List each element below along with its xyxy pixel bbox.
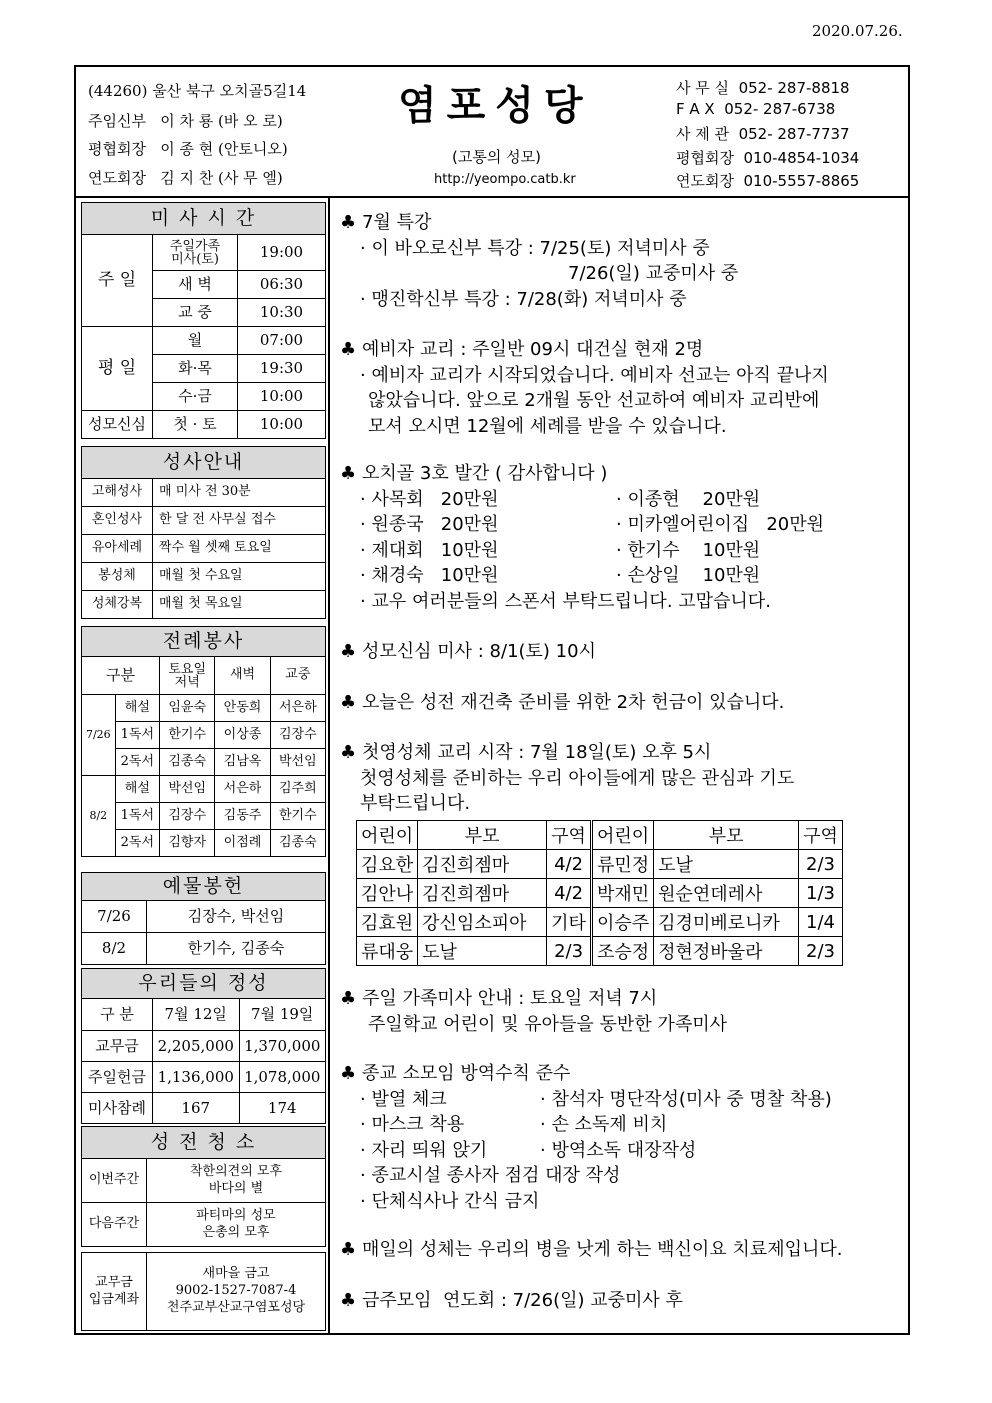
club-bullet-icon: ♣ [340,742,357,763]
notice-title: 성모신심 미사 : 8/1(토) 10시 [362,641,596,662]
contrib-header: 7월 12일 [153,999,240,1031]
kids-header: 구역 [799,821,843,850]
cleaning-label: 다음주간 [82,1203,147,1247]
bulletin-date: 2020.07.26. [812,22,903,40]
sacrament-label: 유아세례 [82,535,153,563]
cleaning-table [81,1126,326,1247]
notice-weekly-meeting [340,1288,900,1314]
doyeon-row [88,167,283,188]
kids-cell: 4/2 [547,879,592,908]
liturgy-cell: 박선임 [270,749,325,776]
kids-cell: 기타 [547,908,592,937]
contact-label: 연도회장 [676,172,734,190]
notice-catechumen [340,337,900,439]
contrib-value: 1,078,000 [239,1062,326,1093]
contrib-value: 174 [239,1093,326,1124]
kids-cell: 2/3 [799,850,843,879]
contact-office [676,77,850,98]
liturgy-cell: 서은하 [270,695,325,722]
notice-special-lecture [340,210,900,312]
liturgy-role: 1독서 [115,803,159,830]
rule-item: · 단체식사나 간식 금지 [360,1190,540,1212]
pastor-row [88,110,283,131]
kids-cell: 이승주 [591,908,653,937]
notice-line: · 이 바오로신부 특강 : 7/25(토) 저녁미사 중 [360,237,710,259]
liturgy-cell: 한기수 [160,722,215,749]
contact-number: 052- 287-8818 [738,79,850,97]
mass-times-title: 미 사 시 간 [82,203,326,235]
contributions-title: 우리들의 정성 [82,969,326,999]
donor: · 미카엘어린이집 20만원 [616,514,825,535]
kids-cell: 강신임소피아 [418,908,547,937]
liturgy-cell: 김종숙 [270,830,325,857]
cleaning-title: 성 전 청 소 [82,1127,326,1159]
pastor-label: 주임신부 [88,112,146,130]
contact-fax [676,100,835,118]
contact-label: 사 무 실 [676,79,730,97]
sacrament-value: 한 달 전 사무실 접수 [153,507,326,535]
contact-number: 010-5557-8865 [743,172,860,190]
liturgy-role: 해설 [115,695,159,722]
notice-eucharist [340,1237,900,1263]
club-bullet-icon: ♣ [340,463,357,484]
mass-time: 10:30 [238,299,326,327]
notice-title: 7월 특강 [362,212,432,233]
contrib-header: 구 분 [82,999,153,1031]
kids-cell: 정현정바울라 [654,937,799,966]
liturgy-header: 새벽 [215,657,270,695]
first-communion-table [356,820,843,966]
council-name: 이 종 현 (안토니오) [160,140,288,158]
contact-doyeon [676,170,859,191]
club-bullet-icon: ♣ [340,339,357,360]
liturgy-cell: 김주희 [270,776,325,803]
parish-title: 염포성당 [398,83,593,129]
liturgy-date: 7/26 [82,695,116,776]
header-divider [74,196,910,198]
notice-marian-mass [340,639,900,665]
donor: · 제대회 10만원 [360,539,499,561]
pastor-name: 이 차 룡 (바 오 로) [160,112,283,130]
sacraments-table [81,446,326,619]
kids-cell: 도날 [654,850,799,879]
kids-header: 어린이 [357,821,418,850]
contact-number: 052- 287-7737 [738,125,850,143]
offering-names: 김장수, 박선임 [147,901,326,933]
notice-line: 부탁드립니다. [360,793,471,814]
kids-cell: 2/3 [799,937,843,966]
mass-name: 새 벽 [153,271,238,299]
offering-duty-table [81,872,326,965]
sacrament-value: 매월 첫 수요일 [153,563,326,591]
liturgy-header: 구분 [82,657,160,695]
contrib-value: 2,205,000 [153,1031,240,1062]
rule-item: · 손 소독제 비치 [540,1114,668,1135]
mass-time: 19:30 [238,355,326,383]
donor: · 원종국 20만원 [360,514,499,535]
marian-label: 성모신심 [82,411,153,439]
mass-name: 교 중 [153,299,238,327]
liturgy-cell: 이점례 [215,830,270,857]
liturgy-role: 2독서 [115,749,159,776]
mass-name: 주일가족 미사(토) [153,235,238,271]
notice-line: 첫영성체를 준비하는 우리 아이들에게 많은 관심과 기도 [360,767,795,789]
contrib-label: 미사참례 [82,1093,153,1124]
account-label: 교무금 입금계좌 [82,1253,147,1331]
liturgy-cell: 김종숙 [160,749,215,776]
club-bullet-icon: ♣ [340,692,357,713]
liturgy-header: 교중 [270,657,325,695]
notice-title: 금주모임 연도회 : 7/26(일) 교중미사 후 [362,1290,683,1311]
notice-title: 매일의 성체는 우리의 병을 낫게 하는 백신이요 치료제입니다. [362,1239,843,1260]
notice-line: · 교우 여러분들의 스폰서 부탁드립니다. 고맙습니다. [360,590,771,612]
rule-item: · 자리 띄워 앉기 [360,1139,488,1161]
marian-time: 10:00 [238,411,326,439]
liturgy-cell: 이상종 [215,722,270,749]
kids-cell: 4/2 [547,850,592,879]
rule-item: · 발열 체크 [360,1088,447,1110]
kids-cell: 도날 [418,937,547,966]
notice-line: 모셔 오시면 12월에 세례를 받을 수 있습니다. [368,415,727,437]
weekday-label: 평 일 [82,327,153,411]
parish-url[interactable]: http://yeompo.catb.kr [434,172,576,187]
kids-cell: 류대웅 [357,937,418,966]
sunday-label: 주 일 [82,235,153,327]
notice-family-mass [340,986,900,1037]
kids-cell: 김안나 [357,879,418,908]
cleaning-label: 이번주간 [82,1159,147,1203]
sacrament-value: 매월 첫 목요일 [153,591,326,619]
mass-time: 06:30 [238,271,326,299]
liturgy-cell: 임윤숙 [160,695,215,722]
liturgy-cell: 김장수 [270,722,325,749]
contrib-label: 교무금 [82,1031,153,1062]
club-bullet-icon: ♣ [340,1063,357,1084]
club-bullet-icon: ♣ [340,641,357,662]
mass-name: 화·목 [153,355,238,383]
liturgy-role: 1독서 [115,722,159,749]
cleaning-value: 착한의견의 모후 바다의 별 [147,1159,326,1203]
liturgy-cell: 서은하 [215,776,270,803]
notice-title: 예비자 교리 : 주일반 09시 대건실 현재 2명 [362,339,704,360]
club-bullet-icon: ♣ [340,988,357,1009]
club-bullet-icon: ♣ [340,1290,357,1311]
rule-item: · 방역소독 대장작성 [540,1139,697,1161]
rule-item: · 종교시설 종사자 점검 대장 작성 [360,1165,621,1186]
mass-time: 10:00 [238,383,326,411]
kids-cell: 1/3 [799,879,843,908]
liturgy-role: 해설 [115,776,159,803]
contact-rectory [676,123,850,144]
doyeon-label: 연도회장 [88,169,146,187]
notice-line: 주일학교 어린이 및 유아들을 동반한 가족미사 [368,1013,727,1035]
account-value: 새마을 금고 9002-1527-7087-4 천주교부산교구염포성당 [147,1253,326,1331]
notice-line: 7/26(일) 교중미사 중 [568,263,739,284]
sacrament-label: 고해성사 [82,479,153,507]
kids-cell: 김경미베로니카 [654,908,799,937]
notice-line: 않았습니다. 앞으로 2개월 동안 선교하여 예비자 교리반에 [368,390,820,411]
account-table [81,1252,326,1331]
sacrament-label: 봉성체 [82,563,153,591]
liturgy-role: 2독서 [115,830,159,857]
mass-times-table [81,202,326,439]
notice-line: · 예비자 교리가 시작되었습니다. 예비자 선교는 아직 끝나지 [360,364,829,386]
mass-time: 19:00 [238,235,326,271]
notice-title: 종교 소모임 방역수칙 준수 [362,1063,571,1084]
offering-names: 한기수, 김종숙 [147,933,326,965]
kids-cell: 김진희젬마 [418,850,547,879]
kids-cell: 김효원 [357,908,418,937]
kids-header: 구역 [547,821,592,850]
notice-quarantine [340,1061,900,1214]
liturgy-cell: 안동희 [215,695,270,722]
contact-label: 사 제 관 [676,125,730,143]
offering-date: 7/26 [82,901,147,933]
liturgy-date: 8/2 [82,776,116,857]
sacrament-label: 성체강복 [82,591,153,619]
club-bullet-icon: ♣ [340,1239,357,1260]
notice-first-communion [340,740,900,817]
notice-ochigol [340,461,900,614]
liturgy-title: 전례봉사 [82,627,326,657]
notice-title: 주일 가족미사 안내 : 토요일 저녁 7시 [362,988,658,1009]
contrib-label: 주일헌금 [82,1062,153,1093]
liturgy-cell: 한기수 [270,803,325,830]
contrib-value: 1,370,000 [239,1031,326,1062]
contact-number: 052- 287-6738 [724,100,836,118]
kids-cell: 원순연데레사 [654,879,799,908]
offering-date: 8/2 [82,933,147,965]
donor: · 이종현 20만원 [616,488,761,510]
sacraments-title: 성사안내 [82,447,326,479]
sacrament-value: 매 미사 전 30분 [153,479,326,507]
sacrament-label: 혼인성사 [82,507,153,535]
offering-duty-title: 예물봉헌 [82,873,326,901]
liturgy-cell: 김향자 [160,830,215,857]
club-bullet-icon: ♣ [340,212,357,233]
kids-cell: 2/3 [547,937,592,966]
contact-council [676,147,859,168]
notice-title: 오치골 3호 발간 ( 감사합니다 ) [362,463,608,484]
mass-name: 월 [153,327,238,355]
council-row [88,138,288,159]
rule-item: · 마스크 착용 [360,1114,465,1135]
contrib-header: 7월 19일 [239,999,326,1031]
notice-line: · 맹진학신부 특강 : 7/28(화) 저녁미사 중 [360,288,687,310]
liturgy-cell: 김동주 [215,803,270,830]
donor: · 손상일 10만원 [616,565,761,586]
liturgy-cell: 박선임 [160,776,215,803]
notice-title: 오늘은 성전 재건축 준비를 위한 2차 헌금이 있습니다. [362,692,785,713]
contact-number: 010-4854-1034 [743,149,860,167]
kids-cell: 김요한 [357,850,418,879]
kids-cell: 박재민 [591,879,653,908]
contributions-table [81,968,326,1124]
donor: · 사목회 20만원 [360,488,499,510]
kids-cell: 1/4 [799,908,843,937]
liturgy-cell: 김남옥 [215,749,270,776]
contact-label: F A X [676,100,715,118]
column-divider [328,196,330,1335]
contrib-value: 1,136,000 [153,1062,240,1093]
cleaning-value: 파티마의 성모 은총의 모후 [147,1203,326,1247]
notice-title: 첫영성체 교리 시작 : 7월 18일(토) 오후 5시 [362,742,712,763]
contrib-value: 167 [153,1093,240,1124]
parish-address: (44260) 울산 북구 오치골5길14 [88,82,307,100]
kids-header: 부모 [418,821,547,850]
donor: · 한기수 10만원 [616,539,761,561]
donor: · 채경숙 10만원 [360,565,499,586]
mass-name: 수·금 [153,383,238,411]
rule-item: · 참석자 명단작성(미사 중 명찰 착용) [540,1088,832,1110]
mass-time: 07:00 [238,327,326,355]
sacrament-value: 짝수 월 셋째 토요일 [153,535,326,563]
kids-header: 부모 [654,821,799,850]
notice-second-collection [340,690,900,716]
parish-subtitle: (고통의 성모) [452,148,541,166]
kids-cell: 김진희젬마 [418,879,547,908]
liturgy-header: 토요일 저녁 [160,657,215,695]
liturgy-table [81,626,326,857]
liturgy-cell: 김장수 [160,803,215,830]
kids-header: 어린이 [591,821,653,850]
marian-name: 첫 · 토 [153,411,238,439]
contact-label: 평협회장 [676,149,734,167]
kids-cell: 류민정 [591,850,653,879]
kids-cell: 조승정 [591,937,653,966]
doyeon-name: 김 지 찬 (사 무 엘) [160,169,283,187]
council-label: 평협회장 [88,140,146,158]
